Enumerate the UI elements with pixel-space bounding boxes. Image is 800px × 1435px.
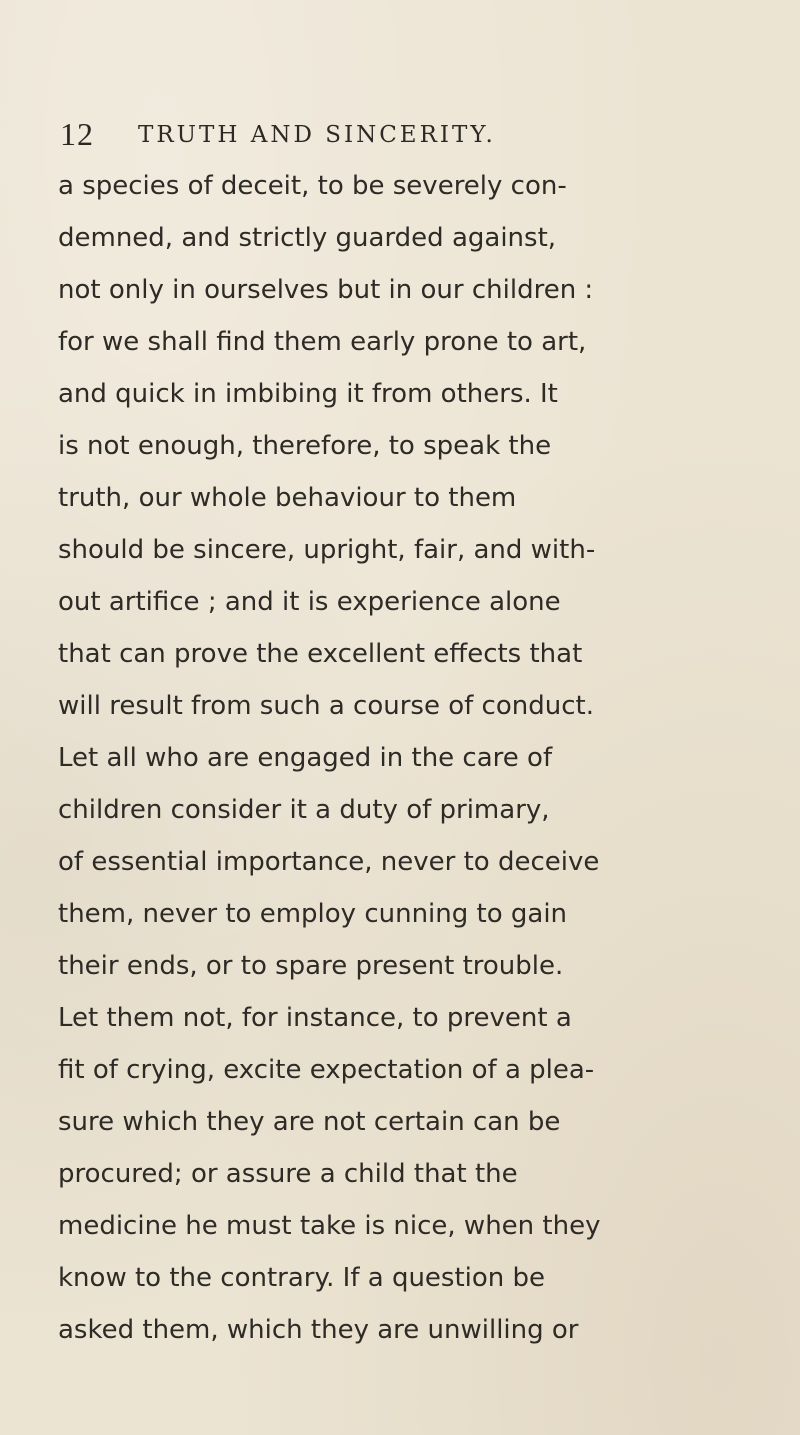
page-header [60, 118, 740, 166]
text-line: fit of crying, excite expectation of a plea- [58, 1055, 595, 1085]
text-line: a species of deceit, to be severely con- [58, 171, 567, 201]
text-line: them, never to employ cunning to gain [58, 899, 568, 929]
text-line: is not enough, therefore, to speak the [58, 431, 552, 461]
text-line: asked them, which they are unwilling or [58, 1315, 579, 1345]
text-line: and quick in imbibing it from others. It [58, 379, 558, 409]
text-line: children consider it a duty of primary, [58, 795, 550, 825]
page-number: 12 [60, 116, 94, 152]
running-title: TRUTH AND SINCERITY. [138, 122, 496, 148]
text-line: will result from such a course of conduct. [58, 691, 594, 721]
text-line: demned, and strictly guarded against, [58, 223, 557, 253]
text-line: that can prove the excellent effects that [58, 639, 583, 669]
text-line: their ends, or to spare present trouble. [58, 951, 564, 981]
text-line: for we shall find them early prone to art, [58, 327, 587, 357]
text-line: truth, our whole behaviour to them [58, 483, 517, 513]
text-line: Let them not, for instance, to prevent a [58, 1003, 572, 1033]
text-line: out artifice ; and it is experience alone [58, 587, 561, 617]
text-line: Let all who are engaged in the care of [58, 743, 553, 773]
text-line: of essential importance, never to deceive [58, 847, 600, 877]
text-line: should be sincere, upright, fair, and with- [58, 535, 596, 565]
text-line: medicine he must take is nice, when they [58, 1211, 601, 1241]
text-line: not only in ourselves but in our children : [58, 275, 594, 305]
text-line: procured; or assure a child that the [58, 1159, 518, 1189]
text-line: sure which they are not certain can be [58, 1107, 561, 1137]
text-line: know to the contrary. If a question be [58, 1263, 546, 1293]
